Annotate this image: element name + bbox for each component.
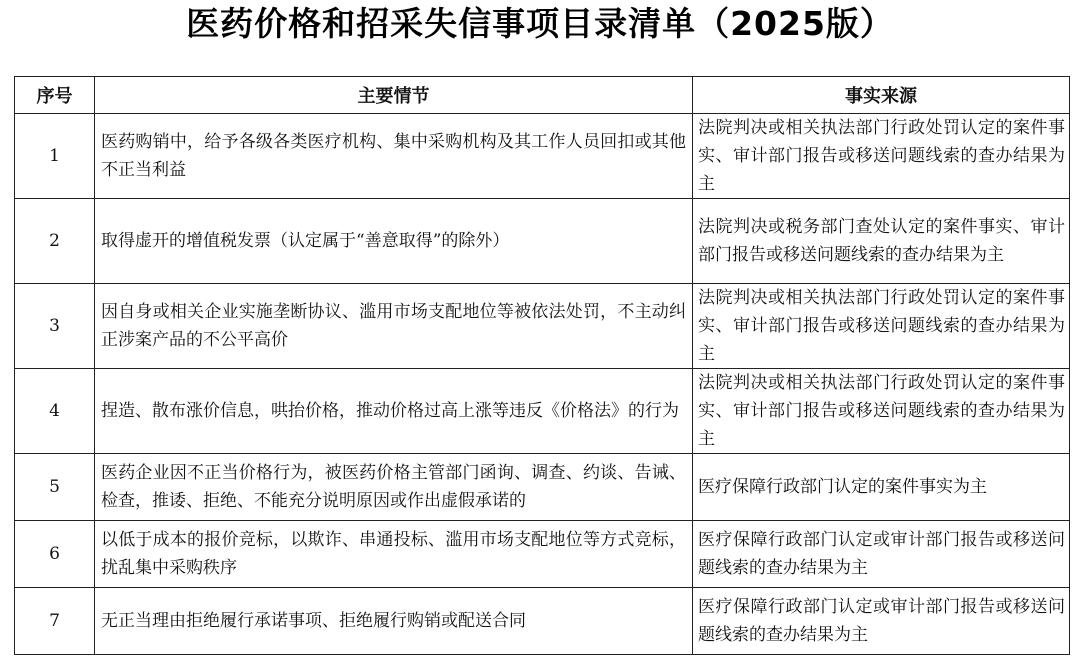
row-description: 医药购销中，给予各级各类医疗机构、集中采购机构及其工作人员回扣或其他不正当利益: [95, 114, 693, 199]
catalog-table: [14, 76, 1070, 655]
row-number: 2: [15, 199, 95, 284]
row-description: 无正当理由拒绝履行承诺事项、拒绝履行购销或配送合同: [95, 588, 693, 655]
row-source: 医疗保障行政部门认定的案件事实为主: [693, 454, 1070, 521]
row-number: 6: [15, 521, 95, 588]
document-title: 医药价格和招采失信事项目录清单（2025版）: [186, 4, 894, 43]
row-description: 因自身或相关企业实施垄断协议、滥用市场支配地位等被依法处罚，不主动纠正涉案产品的不公平高价: [95, 284, 693, 369]
row-source: 医疗保障行政部门认定或审计部门报告或移送问题线索的查办结果为主: [693, 588, 1070, 655]
row-source: 法院判决或相关执法部门行政处罚认定的案件事实、审计部门报告或移送问题线索的查办结果为主: [693, 284, 1070, 369]
table-header-row: [15, 77, 1070, 114]
table-row: [15, 588, 1070, 655]
row-number: 1: [15, 114, 95, 199]
header-fact-source: 事实来源: [693, 77, 1070, 114]
row-number: 3: [15, 284, 95, 369]
row-source: 医疗保障行政部门认定或审计部门报告或移送问题线索的查办结果为主: [693, 521, 1070, 588]
table-row: [15, 369, 1070, 454]
table-row: [15, 454, 1070, 521]
row-description: 取得虚开的增值税发票（认定属于“善意取得”的除外）: [95, 199, 693, 284]
table-row: [15, 284, 1070, 369]
row-description: 医药企业因不正当价格行为，被医药价格主管部门函询、调查、约谈、告诫、检查，推诿、拒绝、不能充分说明原因或作出虚假承诺的: [95, 454, 693, 521]
row-number: 7: [15, 588, 95, 655]
row-number: 5: [15, 454, 95, 521]
table-row: [15, 521, 1070, 588]
table-row: [15, 114, 1070, 199]
row-description: 以低于成本的报价竞标，以欺诈、串通投标、滥用市场支配地位等方式竞标，扰乱集中采购秩序: [95, 521, 693, 588]
table-row: [15, 199, 1070, 284]
row-source: 法院判决或相关执法部门行政处罚认定的案件事实、审计部门报告或移送问题线索的查办结果为主: [693, 114, 1070, 199]
row-description: 捏造、散布涨价信息，哄抬价格，推动价格过高上涨等违反《价格法》的行为: [95, 369, 693, 454]
header-main-circumstances: 主要情节: [95, 77, 693, 114]
row-source: 法院判决或税务部门查处认定的案件事实、审计部门报告或移送问题线索的查办结果为主: [693, 199, 1070, 284]
header-number: 序号: [15, 77, 95, 114]
row-number: 4: [15, 369, 95, 454]
row-source: 法院判决或相关执法部门行政处罚认定的案件事实、审计部门报告或移送问题线索的查办结果为主: [693, 369, 1070, 454]
